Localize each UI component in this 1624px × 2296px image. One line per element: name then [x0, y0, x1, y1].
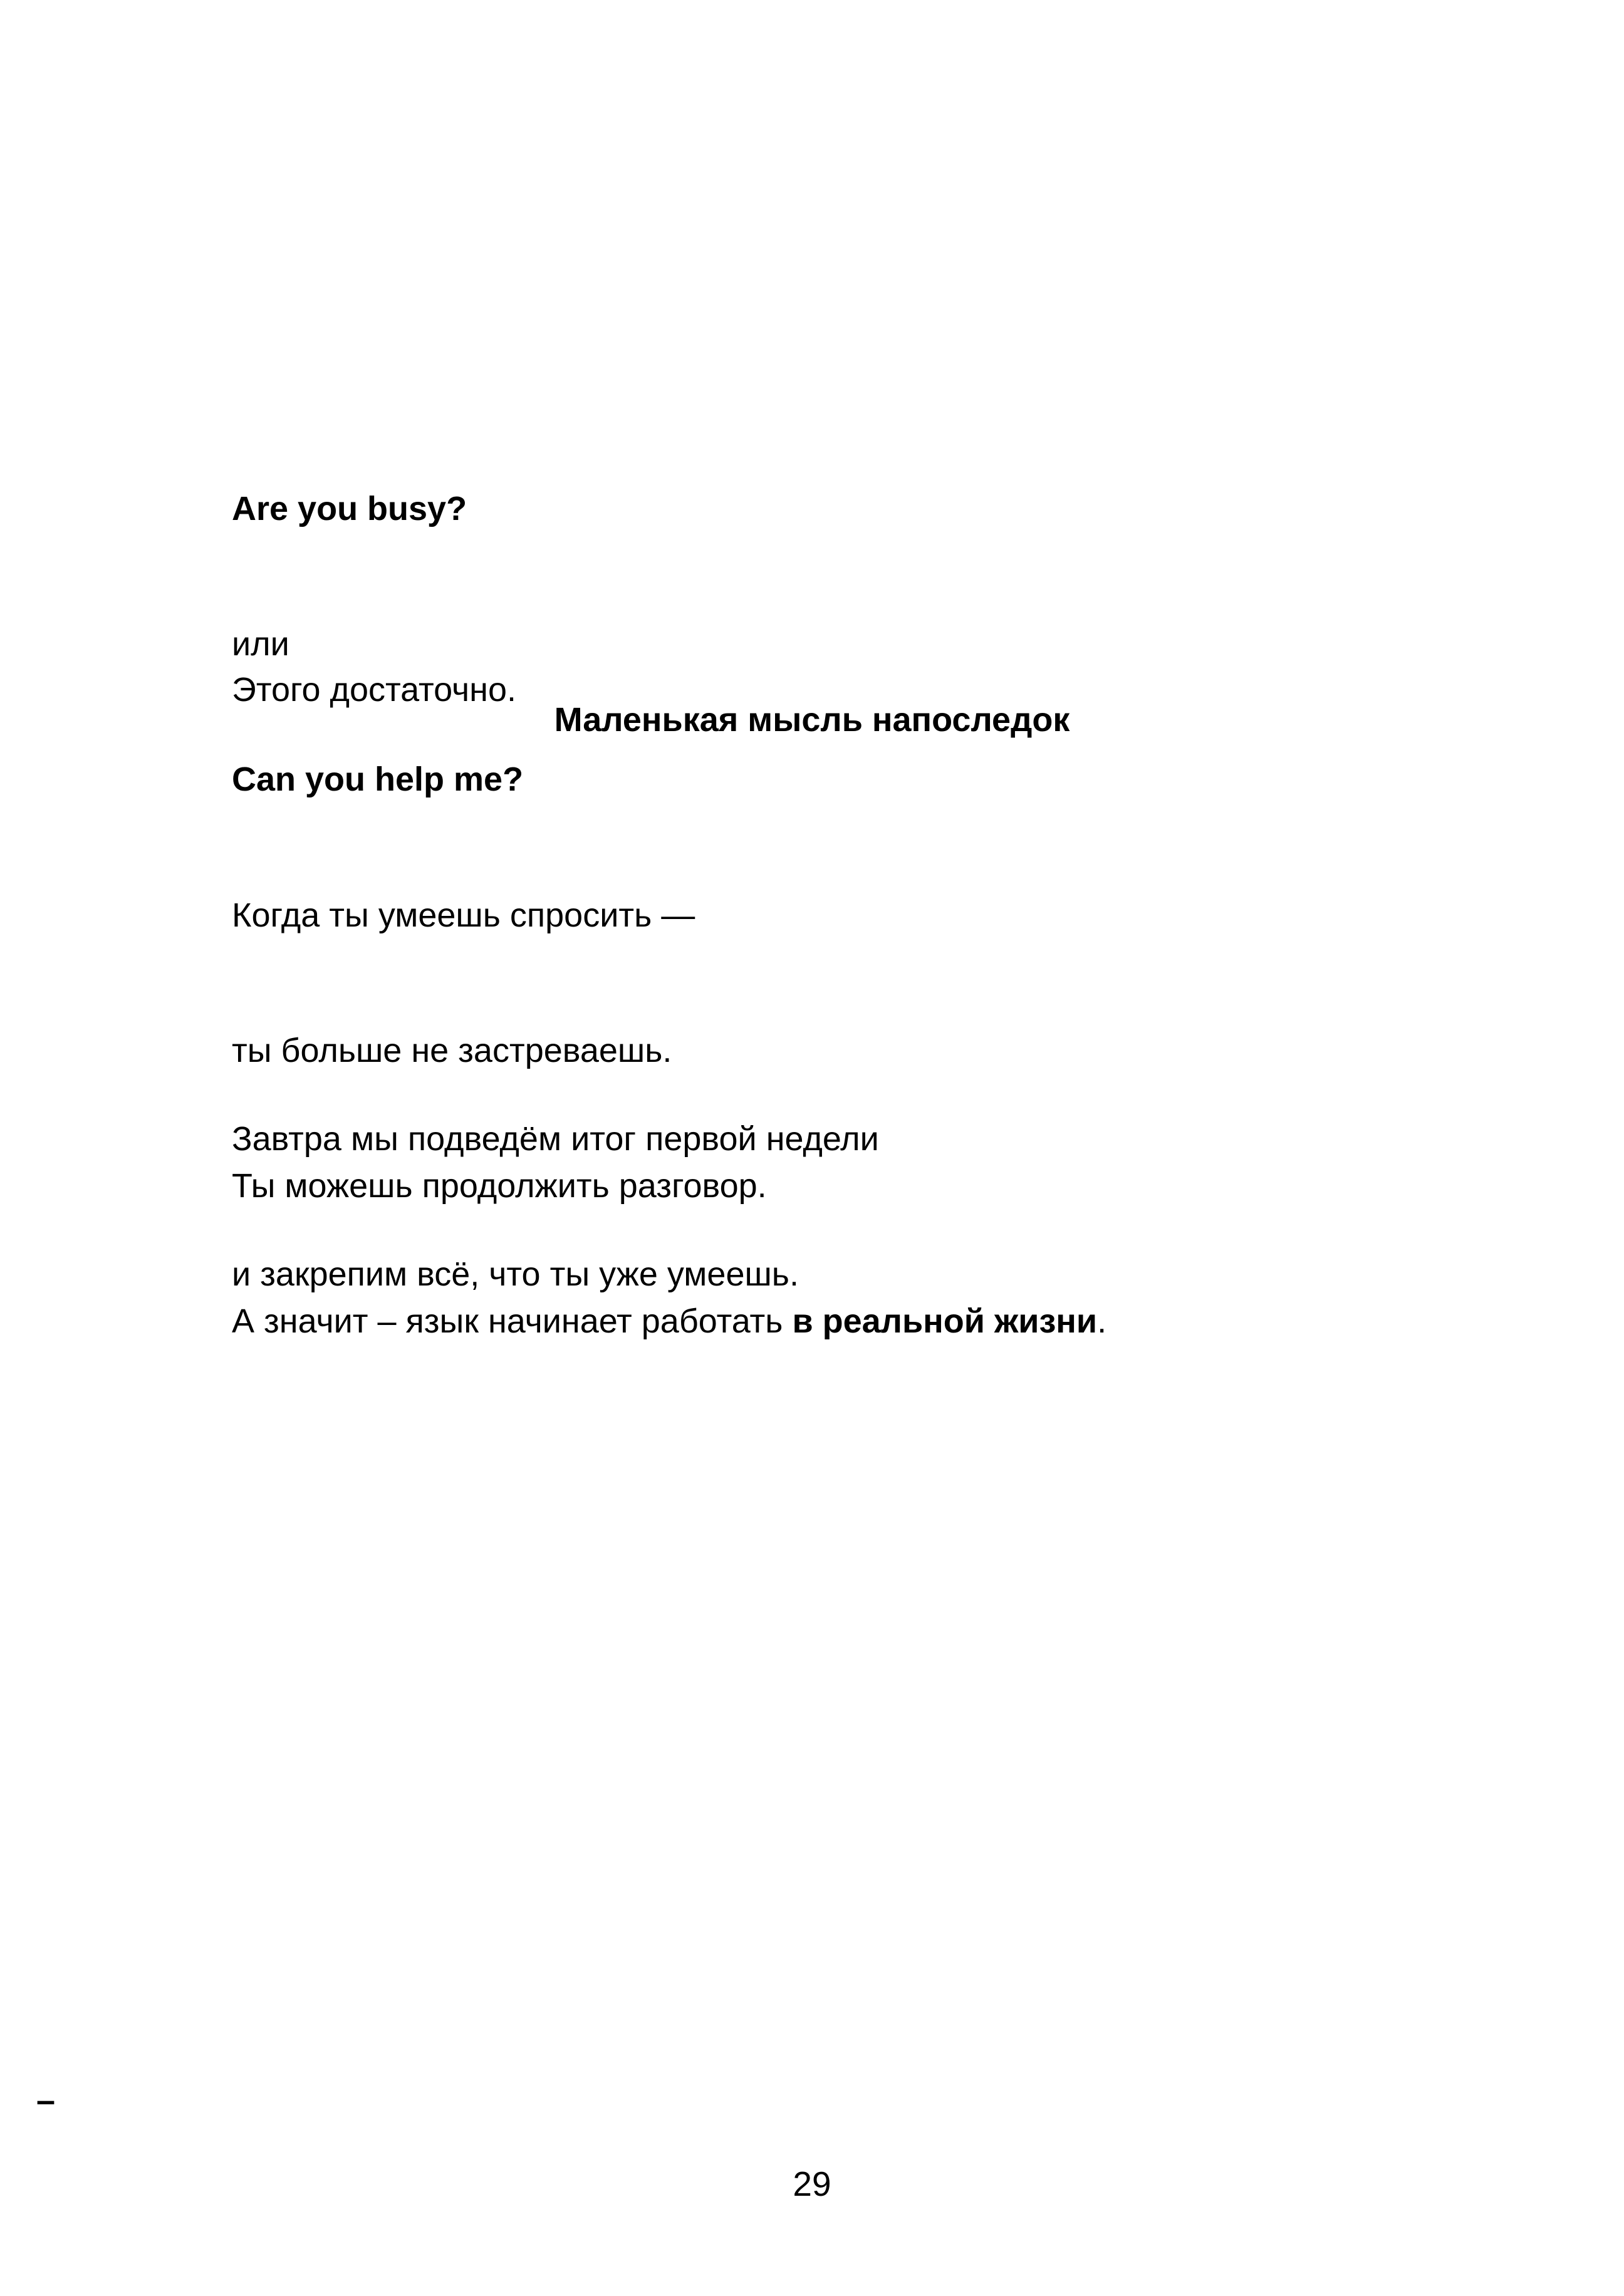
paragraph-line-end-punctuation: . — [1097, 1302, 1107, 1340]
bold-emphasis: в реальной жизни — [792, 1302, 1098, 1340]
closing-paragraph — [232, 1026, 879, 1387]
paragraph-line: Ты можешь продолжить разговор. — [232, 1167, 767, 1205]
page-number: 29 — [793, 2164, 831, 2203]
paragraph-line: Когда ты умеешь спросить — — [232, 896, 695, 934]
paragraph-line: ты больше не застреваешь. — [232, 1032, 672, 1069]
conclusion-line — [232, 577, 516, 803]
paragraph-line: Завтра мы подведём итог первой недели — [232, 1120, 879, 1158]
or-connector: или — [232, 625, 289, 663]
english-phrase-2: Can you help me? — [232, 761, 524, 798]
paragraph-line: и закрепим всё, что ты уже умеешь. — [232, 1255, 799, 1293]
english-phrase-1: Are you busy? — [232, 490, 467, 527]
paragraph-line-regular-part: А значит – язык начинает работать — [232, 1302, 793, 1340]
section-heading: Маленькая мысль напоследок — [554, 701, 1070, 739]
conclusion-text: Этого достаточно. — [232, 671, 516, 709]
margin-dash-mark: – — [36, 2082, 56, 2119]
